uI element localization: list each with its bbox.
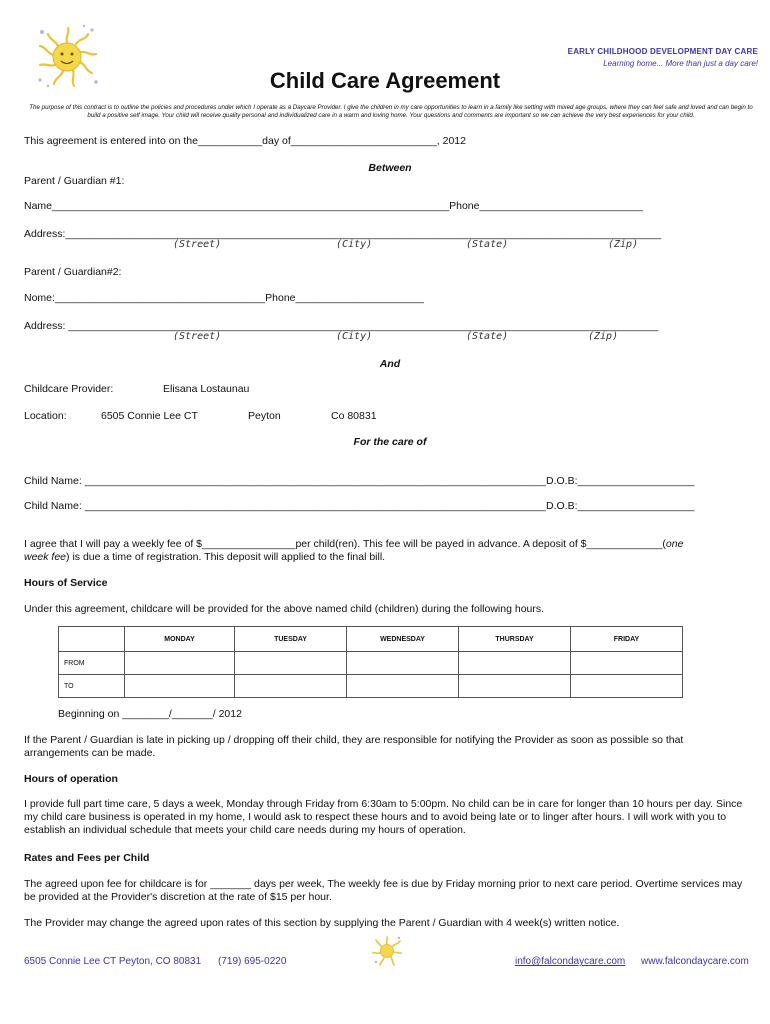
to-thursday-cell[interactable] [459, 675, 571, 698]
parent1-city-hint: (City) [336, 239, 373, 250]
child-name-field-2[interactable]: Child Name: _______________________________________________________________________________D.O.B:____________________ [24, 500, 695, 512]
from-tuesday-cell[interactable] [235, 652, 347, 675]
small-sun-icon [372, 936, 402, 966]
footer-website-link[interactable]: www.falcondaycare.com [641, 956, 749, 967]
day-header-friday: FRIDAY [571, 627, 683, 652]
parent2-city-hint: (City) [336, 331, 373, 342]
purpose-paragraph: The purpose of this contract is to outline the policies and procedures under which I operate as a Daycare Provider. I give the children in my care opportunities to learn in a family like setting with mixed age groups, where they can feel safe and loved and can begin to build a positive self image. Your child will receive quality personal and individualized care in a warm and loving home. Your questions and comments are important so we can achieve the very best experiences for your child. [29, 104, 753, 119]
provider-label: Childcare Provider: [24, 383, 114, 395]
to-friday-cell[interactable] [571, 675, 683, 698]
parent1-label: Parent / Guardian #1: [24, 175, 125, 187]
hours-of-operation-paragraph: I provide full part time care, 5 days a week, Monday through Friday from 6:30am to 5:00pm. No child can be in care for longer than 10 hours per day. Since my child care business is operated in my home, I would ask to respect these hours and to avoid being late or to linger after hours. I will work with you to establish an individual schedule that meets your child care needs during my hours of operation. [24, 798, 743, 836]
row-label-from: FROM [59, 652, 125, 675]
to-wednesday-cell[interactable] [347, 675, 459, 698]
parent2-street-hint: (Street) [173, 331, 222, 342]
fee-italic-one: one [665, 538, 684, 550]
day-header-tuesday: TUESDAY [235, 627, 347, 652]
fee-text-2: ) is due a time of registration. This deposit will applied to the final bill. [66, 551, 386, 563]
brand-name: EARLY CHILDHOOD DEVELOPMENT DAY CARE [567, 47, 758, 56]
hours-of-service-heading: Hours of Service [24, 577, 108, 589]
parent2-state-hint: (State) [466, 331, 509, 342]
from-wednesday-cell[interactable] [347, 652, 459, 675]
provider-name: Elisana Lostaunau [163, 383, 250, 395]
beginning-date-field[interactable]: Beginning on ________/_______/ 2012 [58, 708, 242, 720]
rates-change-notice: The Provider may change the agreed upon rates of this section by supplying the Parent / Guardian with 4 week(s) written notice. [24, 917, 620, 929]
to-monday-cell[interactable] [125, 675, 235, 698]
document-title: Child Care Agreement [269, 68, 501, 93]
hours-table-corner [59, 627, 125, 652]
row-label-to: TO [59, 675, 125, 698]
parent2-address-field[interactable]: Address: _____________________________________________________________________________________________________ [24, 320, 659, 332]
to-tuesday-cell[interactable] [235, 675, 347, 698]
hours-table [58, 626, 683, 698]
parent1-zip-hint: (Zip) [608, 239, 639, 250]
and-heading: And [379, 358, 401, 370]
fee-italic-week: week fee [24, 551, 67, 563]
parent2-zip-hint: (Zip) [588, 331, 619, 342]
footer-email-link[interactable]: info@falcondaycare.com [515, 956, 626, 967]
fee-paragraph [24, 538, 750, 564]
location-state-zip: Co 80831 [331, 410, 377, 422]
parent1-street-hint: (Street) [173, 239, 222, 250]
between-heading: Between [368, 162, 412, 174]
hours-service-intro: Under this agreement, childcare will be provided for the above named child (children) during the following hours. [24, 603, 545, 615]
day-header-monday: MONDAY [125, 627, 235, 652]
footer-address: 6505 Connie Lee CT Peyton, CO 80831 [24, 956, 202, 967]
agreement-date-line: This agreement is entered into on the___________day of_________________________, 2012 [24, 135, 466, 147]
parent1-address-field[interactable]: Address:______________________________________________________________________________________________________ [24, 228, 662, 240]
for-care-of-heading: For the care of [353, 436, 427, 448]
location-city: Peyton [248, 410, 281, 422]
location-label: Location: [24, 410, 67, 422]
day-header-thursday: THURSDAY [459, 627, 571, 652]
fee-text: I agree that I will pay a weekly fee of $________________per child(ren). This fee will be payed in advance. A deposit of $_____________( [24, 538, 666, 550]
late-pickup-paragraph: If the Parent / Guardian is late in picking up / dropping off their child, they are responsible for notifying the Provider as soon as possible so that arrangements can be made. [24, 734, 684, 759]
hours-of-operation-heading: Hours of operation [24, 773, 118, 785]
location-street: 6505 Connie Lee CT [101, 410, 198, 422]
footer-phone: (719) 695-0220 [218, 956, 287, 967]
parent1-name-phone-field[interactable]: Name____________________________________________________________________Phone____________________________ [24, 200, 643, 212]
rates-heading: Rates and Fees per Child [24, 852, 150, 864]
child-name-field-1[interactable]: Child Name: _______________________________________________________________________________D.O.B:____________________ [24, 475, 695, 487]
parent1-state-hint: (State) [466, 239, 509, 250]
day-header-wednesday: WEDNESDAY [347, 627, 459, 652]
parent2-label: Parent / Guardian#2: [24, 266, 122, 278]
rates-paragraph: The agreed upon fee for childcare is for _______ days per week, The weekly fee is due by Friday morning prior to next care period. Overtime services may be provided at the Provider's discretion at the rate of $15 per hour. [24, 878, 743, 903]
parent2-name-phone-field[interactable]: Nome:____________________________________Phone______________________ [24, 292, 424, 304]
from-monday-cell[interactable] [125, 652, 235, 675]
from-thursday-cell[interactable] [459, 652, 571, 675]
brand-tagline: Learning home... More than just a day care! [603, 59, 758, 68]
from-friday-cell[interactable] [571, 652, 683, 675]
